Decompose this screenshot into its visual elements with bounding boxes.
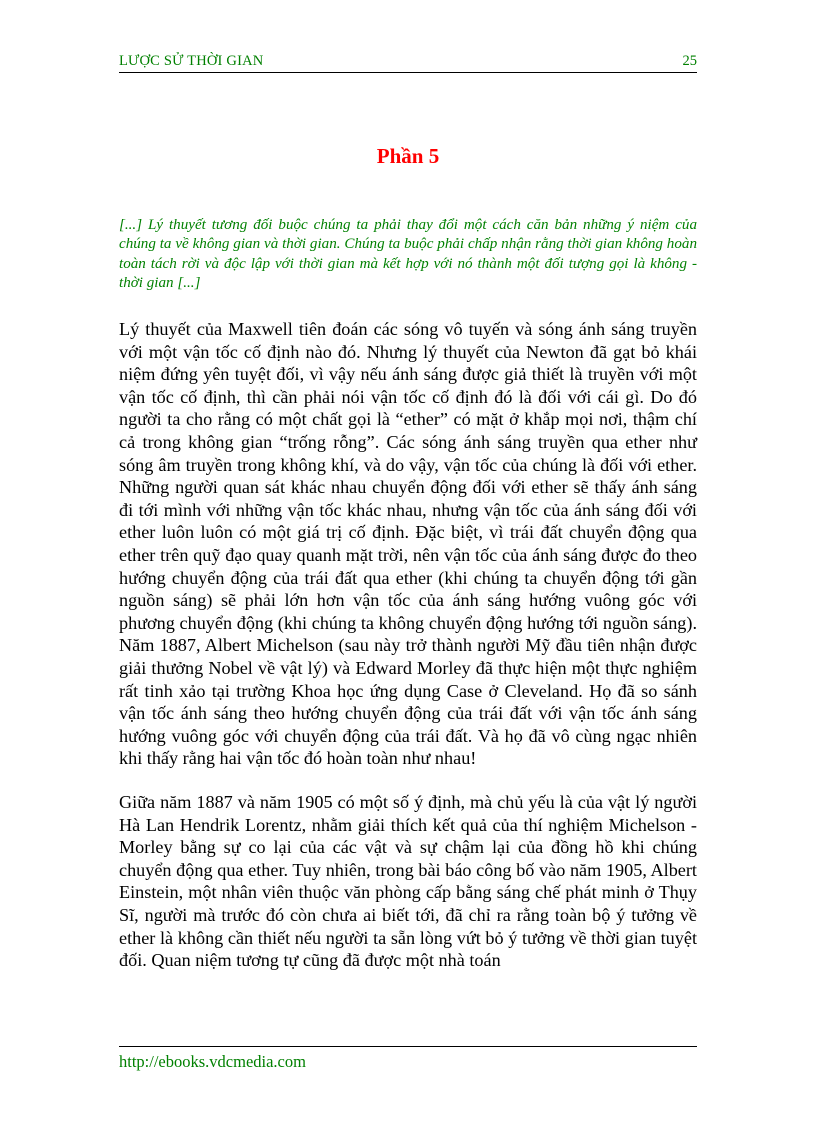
body-paragraph: Lý thuyết của Maxwell tiên đoán các sóng vô tuyến và sóng ánh sáng truyền với một vận tốc cố định nào đó. Nhưng lý thuyết của Newton đã gạt bỏ khái niệm đứng yên tuyệt đối, vì vậy nếu ánh sáng được giả thiết là truyền với một vận tốc cố định, thì cần phải nói vận tốc cố định đó là đối với cái gì. Do đó người ta cho rằng có một chất gọi là “ether” có mặt ở khắp mọi nơi, thậm chí cả trong không gian “trống rỗng”. Các sóng ánh sáng truyền qua ether như sóng âm truyền trong không khí, và do vậy, vận tốc của chúng là đối với ether. Những người quan sát khác nhau chuyển động đối với ether sẽ thấy ánh sáng đi tới mình với những vận tốc khác nhau, nhưng vận tốc của ánh sáng đối với ether luôn luôn có một giá trị cố định. Đặc biệt, vì trái đất chuyển động qua ether trên quỹ đạo quay quanh mặt trời, nên vận tốc của ánh sáng được đo theo hướng chuyển động của trái đất qua ether (khi chúng ta chuyển động tới gần nguồn sáng) sẽ phải lớn hơn vận tốc của ánh sáng hướng vuông góc với phương chuyển động (khi chúng ta không chuyển động hướng tới nguồn sáng). Năm 1887, Albert Michelson (sau này trở thành người Mỹ đầu tiên nhận được giải thưởng Nobel về vật lý) và Edward Morley đã thực hiện một thực nghiệm rất tinh xảo tại trường Khoa học ứng dụng Case ở Cleveland. Họ đã so sánh vận tốc ánh sáng theo hướng chuyển động của trái đất với vận tốc ánh sáng hướng vuông góc với chuyển động của trái đất. Và họ đã vô cùng ngạc nhiên khi thấy rằng hai vận tốc đó hoàn toàn như nhau! <box>119 319 697 769</box>
body-paragraph: Giữa năm 1887 và năm 1905 có một số ý định, mà chủ yếu là của vật lý người Hà Lan Hendrik Lorentz, nhằm giải thích kết quả của thí nghiệm Michelson - Morley bằng sự co lại của các vật và sự chậm lại của đồng hồ khi chúng chuyển động qua ether. Tuy nhiên, trong bài báo công bố vào năm 1905, Albert Einstein, một nhân viên thuộc văn phòng cấp bằng sáng chế phát minh ở Thụy Sĩ, người mà trước đó còn chưa ai biết tới, đã chỉ ra rằng toàn bộ ý tưởng về ether là không cần thiết nếu người ta sẵn lòng vứt bỏ ý tưởng về thời gian tuyệt đối. Quan niệm tương tự cũng đã được một nhà toán <box>119 792 697 971</box>
footer-divider <box>119 1046 697 1047</box>
section-title: Phần 5 <box>376 144 440 168</box>
book-title: LƯỢC SỬ THỜI GIAN <box>119 53 264 69</box>
footer-url-link[interactable]: http://ebooks.vdcmedia.com <box>119 1052 306 1071</box>
epigraph-quote: [...] Lý thuyết tương đối buộc chúng ta phải thay đổi một cách căn bản những ý niệm của chúng ta về không gian và thời gian. Chúng ta buộc phải chấp nhận rằng thời gian không hoàn toàn tách rời và độc lập với thời gian mà kết hợp với nó thành một đối tượng gọi là không - thời gian [...] <box>119 217 697 291</box>
page-header <box>119 52 697 73</box>
page-number: 25 <box>682 53 697 69</box>
